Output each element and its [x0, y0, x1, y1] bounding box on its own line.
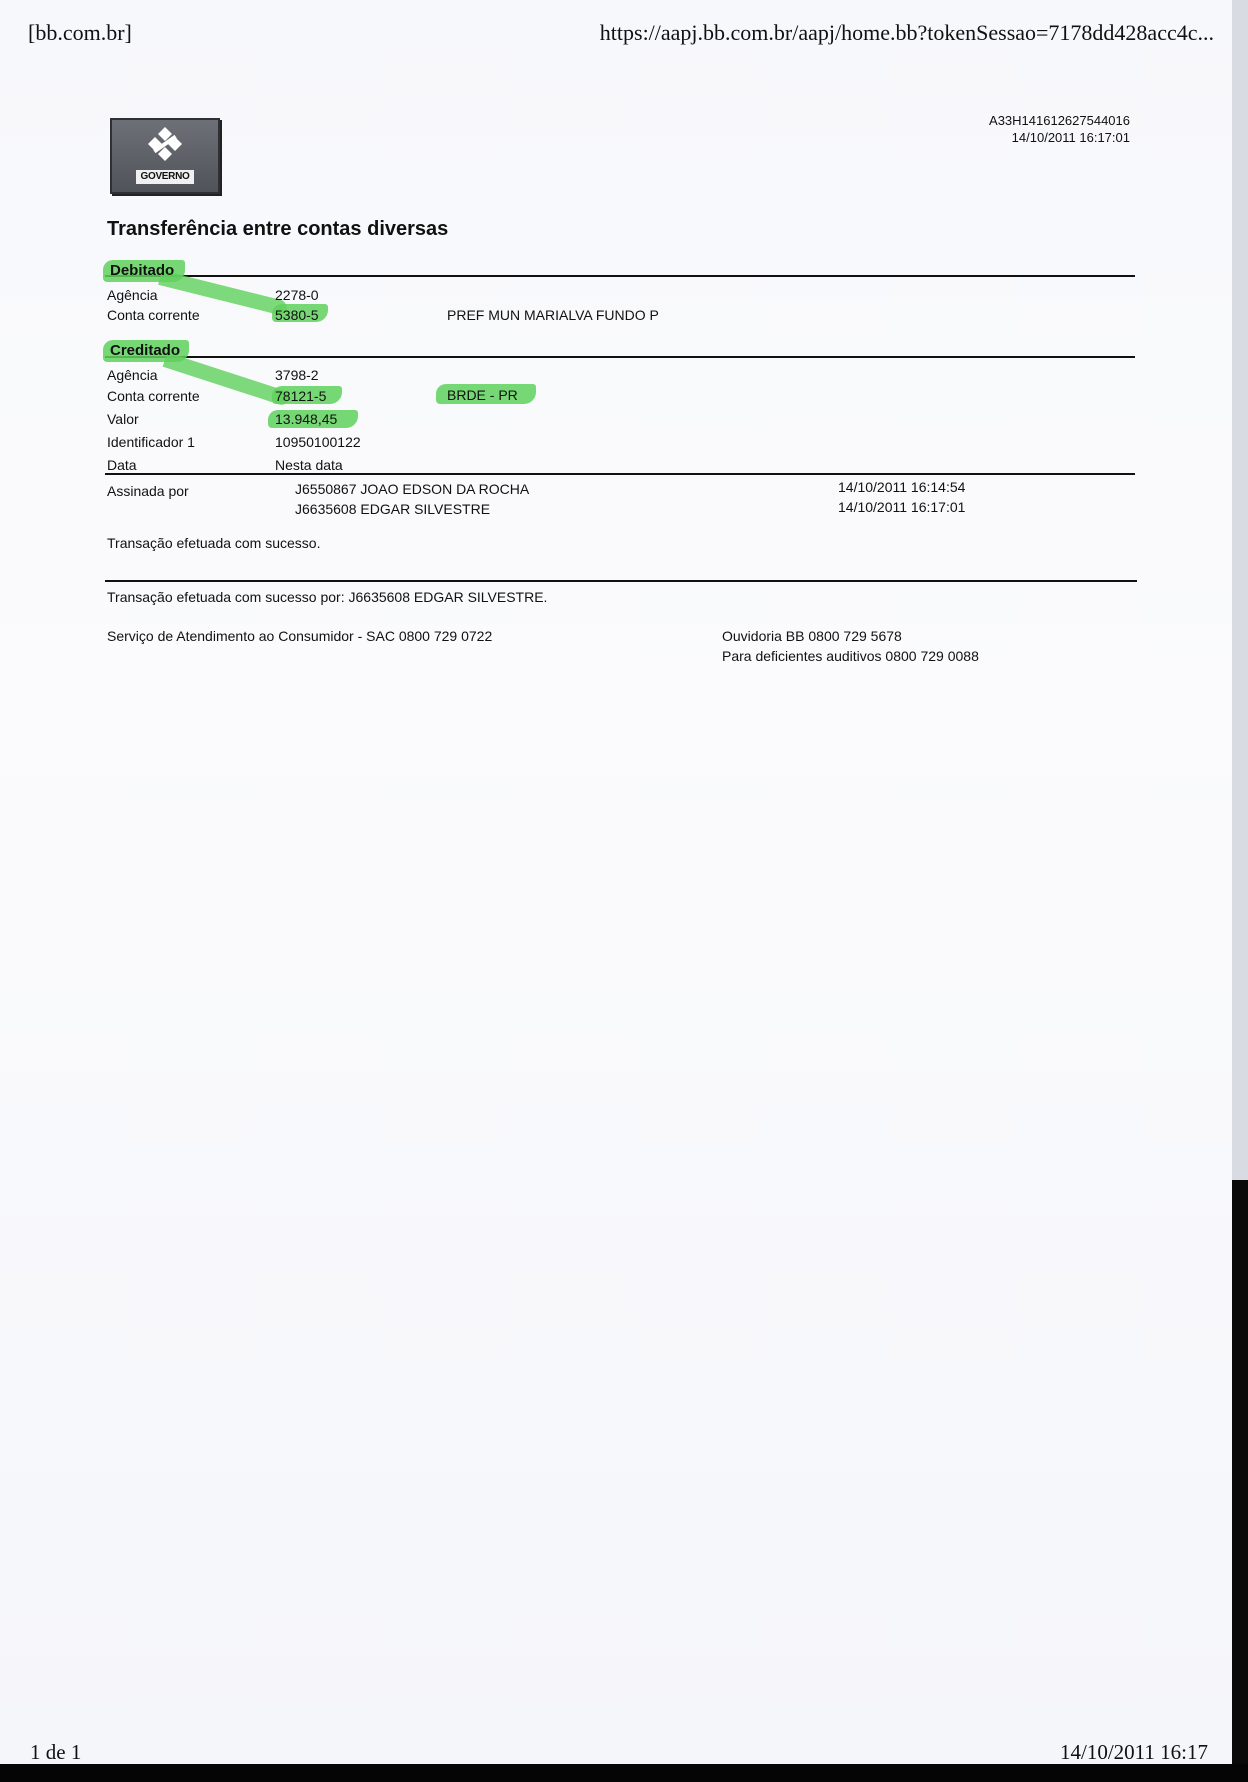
page-number: 1 de 1: [30, 1740, 82, 1764]
ouvidoria-contact: Ouvidoria BB 0800 729 5678: [722, 628, 902, 644]
bank-logo: [110, 118, 220, 194]
identificador-label: Identificador 1: [107, 434, 195, 450]
debitado-agencia-value: 2278-0: [275, 287, 319, 303]
print-datetime: 14/10/2011 16:17: [1060, 1740, 1208, 1764]
signed-by-label: Assinada por: [107, 483, 189, 499]
deficientes-contact: Para deficientes auditivos 0800 729 0088: [722, 648, 979, 664]
section-creditado-rule: [105, 356, 1135, 358]
header-site: [bb.com.br]: [28, 20, 132, 45]
creditado-agencia-value: 3798-2: [275, 367, 319, 383]
valor-label: Valor: [107, 411, 139, 427]
debitado-agencia-label: Agência: [107, 287, 158, 303]
header-url[interactable]: https://aapj.bb.com.br/aapj/home.bb?tokenSessao=7178dd428acc4c...: [599, 20, 1214, 45]
data-label: Data: [107, 457, 137, 473]
debitado-conta-value: 5380-5: [275, 307, 319, 323]
scan-edge-right-light: [1232, 0, 1248, 1180]
auth-code: A33H141612627544016: [989, 113, 1130, 128]
sac-contact: Serviço de Atendimento ao Consumidor - SAC 0800 729 0722: [107, 628, 493, 644]
scan-edge-bottom: [0, 1764, 1248, 1782]
transaction-status: Transação efetuada com sucesso.: [107, 535, 321, 551]
transaction-status-by: Transação efetuada com sucesso por: J6635608 EDGAR SILVESTRE.: [107, 589, 548, 605]
footer-rule: [105, 580, 1137, 582]
section-creditado-heading: Creditado: [110, 342, 181, 359]
section-debitado-rule: [105, 275, 1135, 277]
signer-2-name: J6635608 EDGAR SILVESTRE: [295, 501, 491, 517]
auth-datetime: 14/10/2011 16:17:01: [1011, 130, 1130, 145]
signatures-rule: [105, 473, 1135, 475]
auth-block: [900, 112, 1130, 146]
bb-logo-icon: [146, 126, 184, 164]
signer-1-name: J6550867 JOAO EDSON DA ROCHA: [295, 481, 530, 497]
logo-caption: GOVERNO: [136, 170, 194, 184]
debitado-conta-label: Conta corrente: [107, 307, 200, 323]
signer-2-datetime: 14/10/2011 16:17:01: [838, 499, 966, 515]
debitado-conta-name: PREF MUN MARIALVA FUNDO P: [447, 307, 659, 323]
creditado-conta-name: BRDE - PR: [447, 387, 518, 403]
contacts-right: [722, 626, 979, 666]
page-title: Transferência entre contas diversas: [107, 218, 449, 240]
valor-value: 13.948,45: [275, 411, 338, 427]
browser-print-header: [28, 20, 1218, 50]
creditado-conta-label: Conta corrente: [107, 388, 200, 404]
signer-1-datetime: 14/10/2011 16:14:54: [838, 479, 966, 495]
data-value: Nesta data: [275, 457, 343, 473]
identificador-value: 10950100122: [275, 434, 361, 450]
creditado-conta-value: 78121-5: [275, 388, 327, 404]
section-debitado-heading: Debitado: [110, 262, 175, 279]
creditado-agencia-label: Agência: [107, 367, 158, 383]
